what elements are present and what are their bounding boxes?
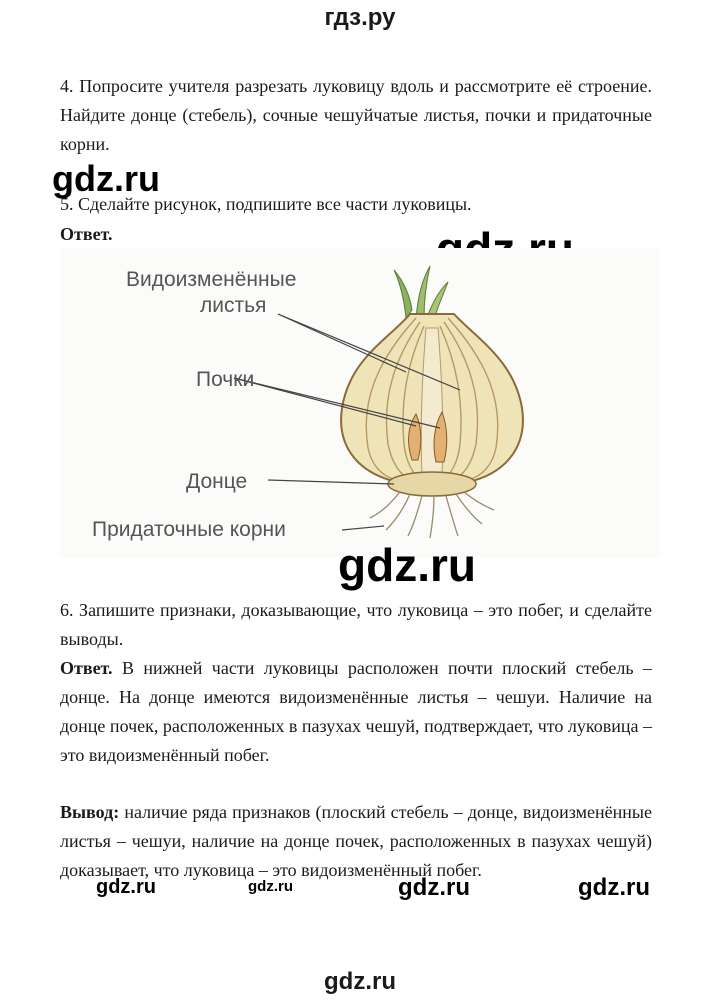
site-header: гдз.ру	[324, 4, 396, 31]
task-5-answer-label: Ответ.	[60, 224, 113, 244]
task-5-text: 5. Сделайте рисунок, подпишите все части луковицы.	[60, 194, 472, 214]
watermark: gdz.ru	[338, 539, 476, 591]
watermark: gdz.ru	[578, 874, 650, 901]
label-modified-leaves-line2: листья	[200, 294, 267, 317]
watermark: gdz.ru	[398, 874, 470, 901]
label-adventitious-roots: Придаточные корни	[92, 518, 286, 541]
task-6-answer	[60, 654, 652, 770]
task-6-answer-label: Ответ.	[60, 658, 113, 678]
watermark: gdz.ru	[96, 876, 156, 898]
watermark: gdz.ru	[52, 158, 160, 199]
conclusion-label: Вывод:	[60, 802, 120, 822]
label-base: Донце	[186, 470, 248, 493]
task-6-answer-text: В нижней части луковицы расположен почти плоский стебель – донце. На донце имеются видоизменённые листья – чешуи. Наличие на донце почек, расположенных в пазухах чешуй, подтверждает, что луковица – это видоизменённый побег.	[60, 658, 653, 765]
conclusion-text: наличие ряда признаков (плоский стебель – донце, видоизменённые листья – чешуи, наличие на донце почек, расположенных в пазухах чешуй) доказывает, что луковица – это видоизменённый побег.	[60, 802, 652, 880]
conclusion	[60, 798, 652, 885]
site-footer: gdz.ru	[324, 968, 396, 995]
onion-bulb-diagram	[60, 248, 660, 558]
watermark: gdz.ru	[248, 878, 293, 895]
task-6-question: 6. Запишите признаки, доказывающие, что луковица – это побег, и сделайте выводы.	[60, 600, 652, 649]
label-buds: Почки	[196, 368, 255, 391]
task-4-text: 4. Попросите учителя разрезать луковицу вдоль и рассмотрите её строение. Найдите донце (стебель), сочные чешуйчатые листья, почки и придаточные корни.	[60, 76, 652, 154]
label-modified-leaves-line1: Видоизменённые	[126, 268, 297, 291]
bulb-base	[388, 472, 476, 496]
